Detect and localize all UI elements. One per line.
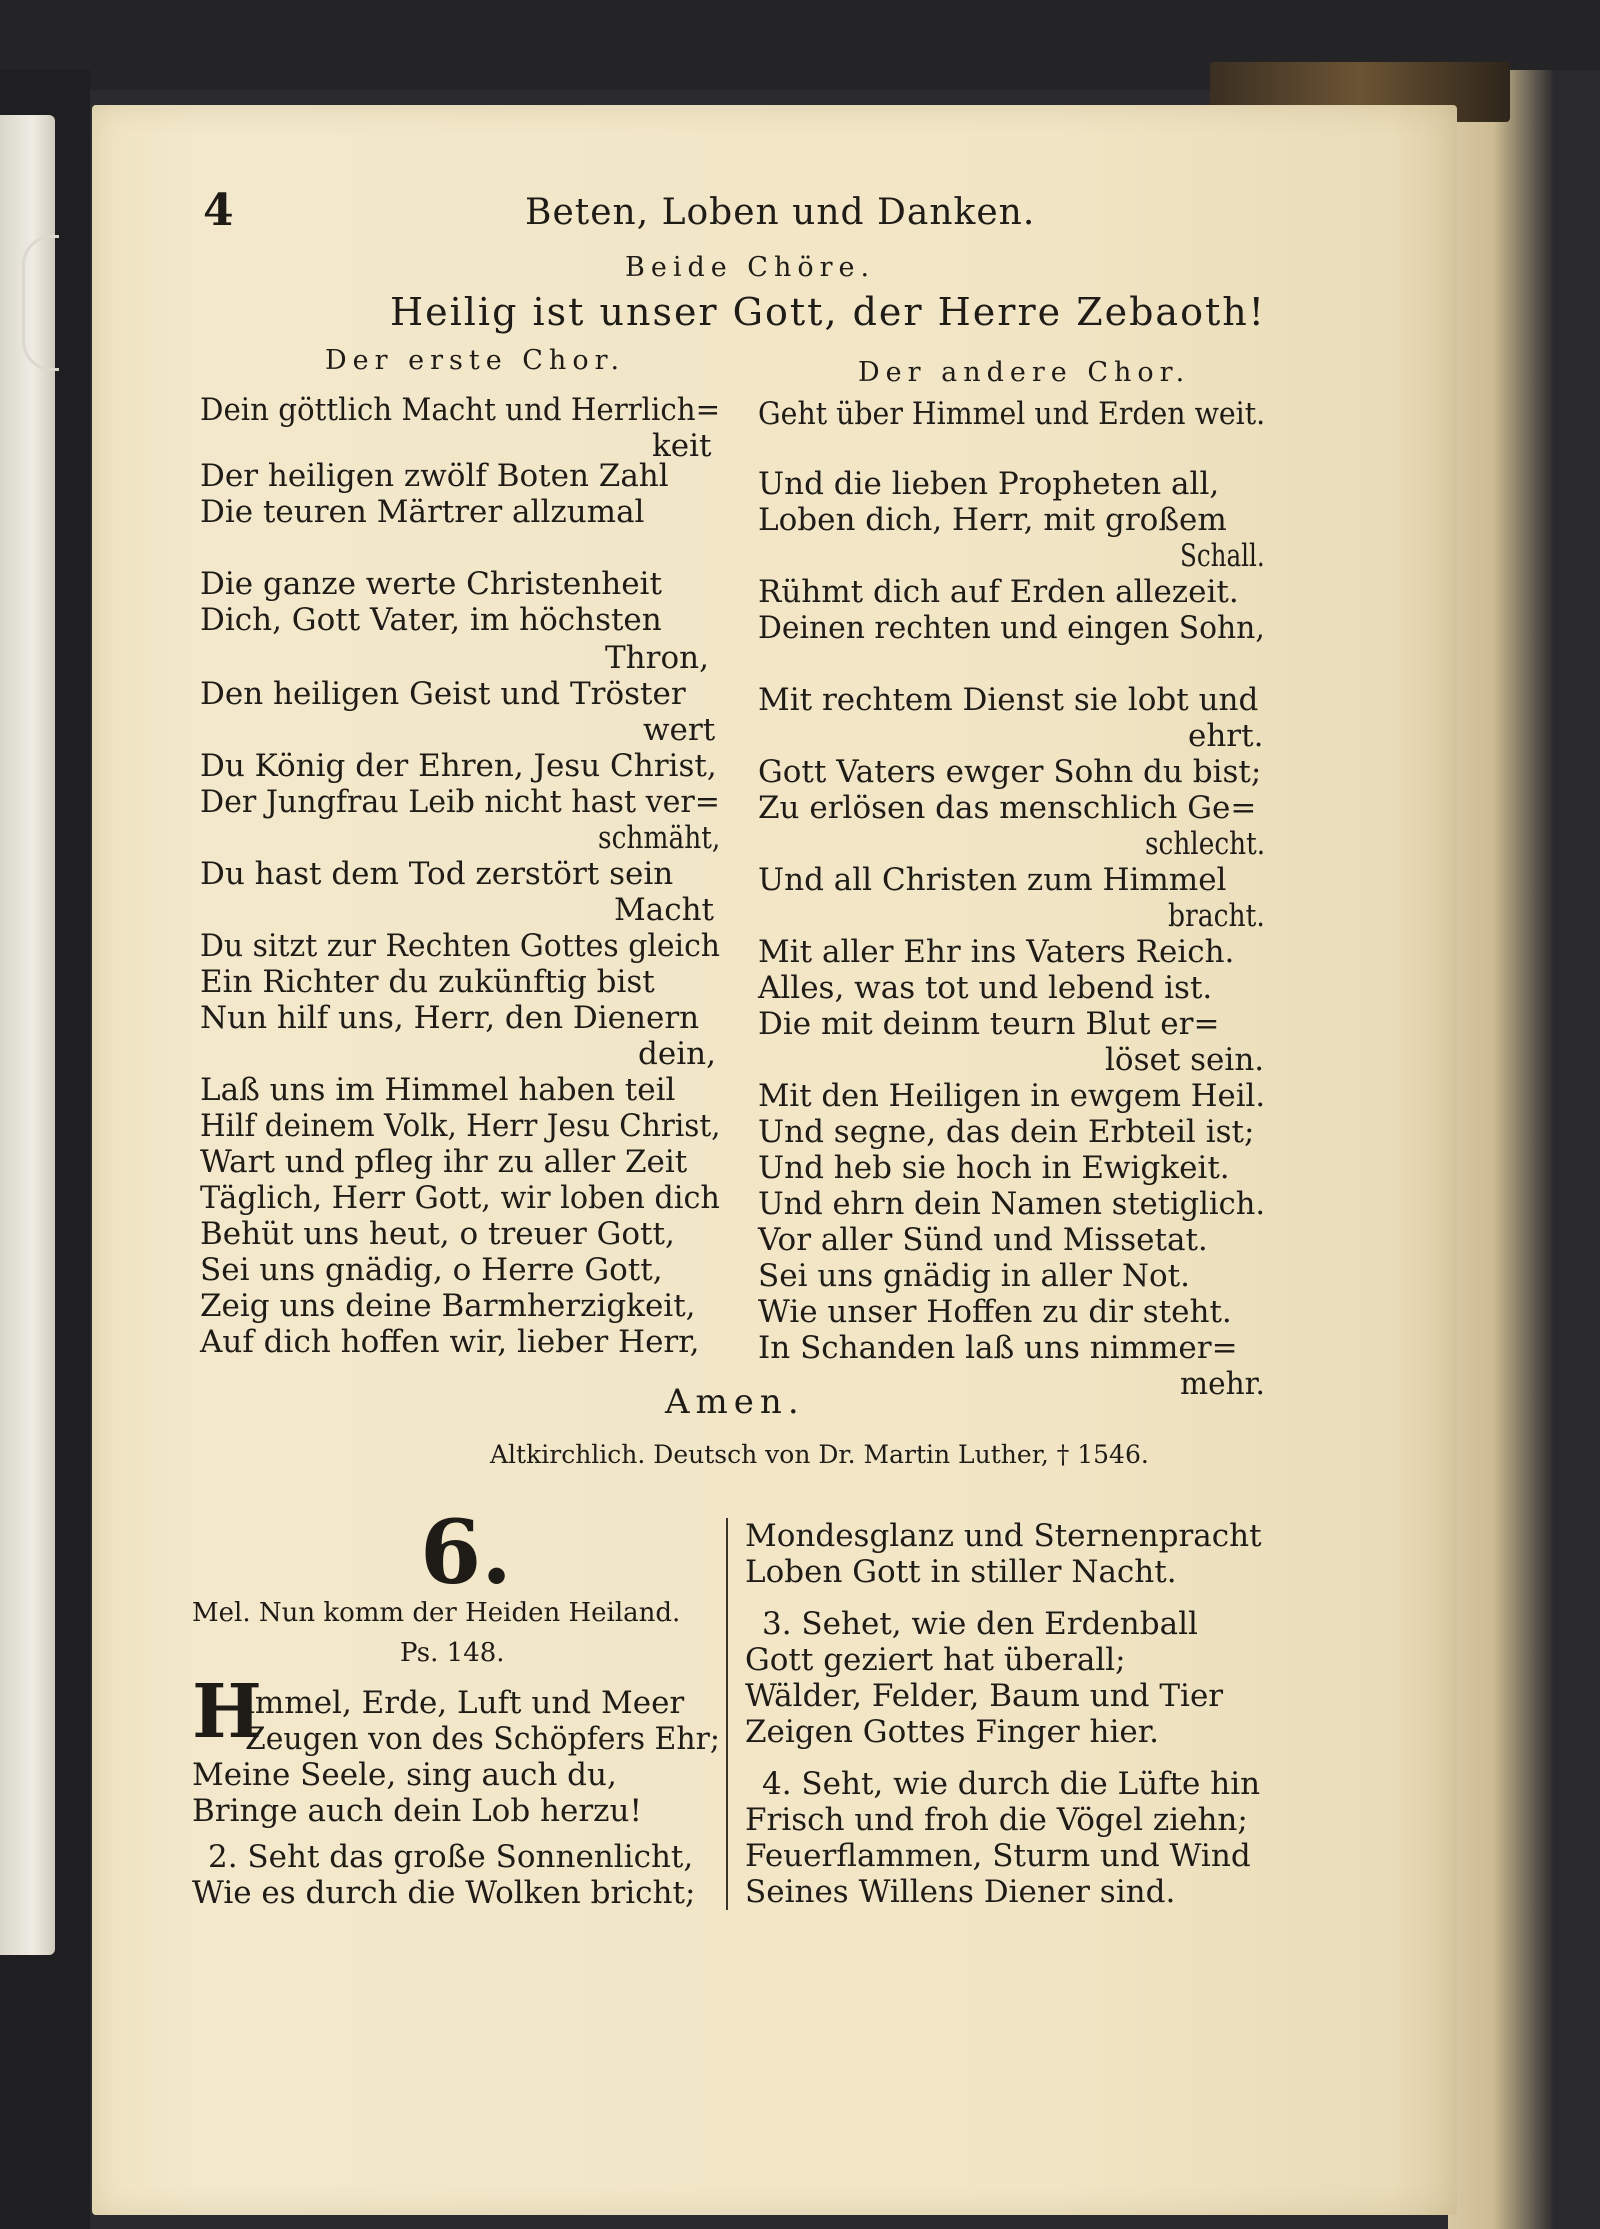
second-choir-line: Schall. <box>1180 538 1265 574</box>
second-choir-line: Geht über Himmel und Erden weit. <box>758 396 1266 432</box>
hymn6-right-line: Loben Gott in stiller Nacht. <box>745 1554 1177 1590</box>
second-choir-line: Mit rechtem Dienst sie lobt und <box>758 682 1259 718</box>
second-choir-line: In Schanden laß uns nimmer= <box>758 1330 1238 1366</box>
hymn6-right-line: 3. Sehet, wie den Erdenball <box>762 1606 1198 1642</box>
hymn6-right-line: Mondesglanz und Sternenpracht <box>745 1518 1262 1554</box>
second-choir-line: Mit aller Ehr ins Vaters Reich. <box>758 934 1235 970</box>
first-choir-line: Die ganze werte Christenheit <box>200 566 662 602</box>
first-choir-line: wert <box>643 712 716 748</box>
first-choir-line: Ein Richter du zukünftig bist <box>200 964 655 1000</box>
first-choir-line: Der Jungfrau Leib nicht hast ver= <box>200 784 720 820</box>
first-choir-line: keit <box>652 428 712 464</box>
second-choir-line: Und ehrn dein Namen stetiglich. <box>758 1186 1266 1222</box>
hymn6-right-line: Seines Willens Diener sind. <box>745 1874 1176 1910</box>
first-choir-line: Laß uns im Himmel haben teil <box>200 1072 676 1108</box>
second-choir-line: ehrt. <box>1188 718 1264 754</box>
hymn6-left-line: Bringe auch dein Lob herzu! <box>192 1793 642 1829</box>
hymn6-left-line: 2. Seht das große Sonnenlicht, <box>208 1839 694 1875</box>
hymn-number: 6. <box>420 1500 512 1604</box>
hymn6-right-line: Frisch und froh die Vögel ziehn; <box>745 1802 1248 1838</box>
attribution: Altkirchlich. Deutsch von Dr. Martin Luther, † 1546. <box>490 1440 1149 1469</box>
both-choirs-label: Beide Chöre. <box>625 252 876 283</box>
hymn6-right-line: Feuerflammen, Sturm und Wind <box>745 1838 1251 1874</box>
column-divider <box>726 1518 728 1910</box>
amen: Amen. <box>665 1382 805 1422</box>
first-choir-line: Dein göttlich Macht und Herrlich= <box>200 392 721 428</box>
first-choir-line: Die teuren Märtrer allzumal <box>200 494 645 530</box>
second-choir-line: Wie unser Hoffen zu dir steht. <box>758 1294 1232 1330</box>
holy-line: Heilig ist unser Gott, der Herre Zebaoth! <box>390 290 1266 334</box>
second-choir-line: bracht. <box>1168 898 1265 934</box>
second-choir-label: Der andere Chor. <box>858 357 1191 388</box>
second-choir-line: Und segne, das dein Erbteil ist; <box>758 1114 1255 1150</box>
hymn6-right-line: Zeigen Gottes Finger hier. <box>745 1714 1160 1750</box>
running-title: Beten, Loben und Danken. <box>525 192 1036 233</box>
ribbon-bookmark <box>0 115 55 1955</box>
second-choir-line: Alles, was tot und lebend ist. <box>758 970 1213 1006</box>
first-choir-line: schmäht, <box>598 820 721 856</box>
hymn6-left-line: Wie es durch die Wolken bricht; <box>192 1875 696 1911</box>
hymn6-right-line: 4. Seht, wie durch die Lüfte hin <box>762 1766 1261 1802</box>
second-choir-line: Loben dich, Herr, mit großem <box>758 502 1227 538</box>
second-choir-line: Die mit deinm teurn Blut er= <box>758 1006 1220 1042</box>
second-choir-line: Vor aller Sünd und Missetat. <box>758 1222 1208 1258</box>
hymn6-left-line: immel, Erde, Luft und Meer <box>245 1685 685 1721</box>
first-choir-line: Behüt uns heut, o treuer Gott, <box>200 1216 675 1252</box>
first-choir-line: Dich, Gott Vater, im höchsten <box>200 602 662 638</box>
drop-cap: H <box>192 1669 262 1755</box>
second-choir-line: Rühmt dich auf Erden allezeit. <box>758 574 1239 610</box>
first-choir-line: Macht <box>614 892 715 928</box>
second-choir-line: Mit den Heiligen in ewgem Heil. <box>758 1078 1266 1114</box>
first-choir-line: dein, <box>638 1036 716 1072</box>
psalm-reference: Ps. 148. <box>400 1638 505 1668</box>
second-choir-line: Und heb sie hoch in Ewigkeit. <box>758 1150 1230 1186</box>
first-choir-line: Auf dich hoffen wir, lieber Herr, <box>200 1324 700 1360</box>
first-choir-line: Wart und pfleg ihr zu aller Zeit <box>200 1144 688 1180</box>
first-choir-line: Thron, <box>605 640 709 676</box>
hymn6-right-line: Wälder, Felder, Baum und Tier <box>745 1678 1224 1714</box>
first-choir-line: Sei uns gnädig, o Herre Gott, <box>200 1252 663 1288</box>
first-choir-label: Der erste Chor. <box>325 345 626 376</box>
first-choir-line: Nun hilf uns, Herr, den Dienern <box>200 1000 700 1036</box>
first-choir-line: Den heiligen Geist und Tröster <box>200 676 686 712</box>
second-choir-line: löset sein. <box>1105 1042 1265 1078</box>
first-choir-line: Du König der Ehren, Jesu Christ, <box>200 748 717 784</box>
first-choir-line: Der heiligen zwölf Boten Zahl <box>200 458 669 494</box>
bookmark-thread <box>22 235 59 371</box>
hymn6-left-line: Zeugen von des Schöpfers Ehr; <box>245 1721 720 1757</box>
hymn6-right-line: Gott geziert hat überall; <box>745 1642 1126 1678</box>
page-number: 4 <box>203 185 234 236</box>
first-choir-line: Du sitzt zur Rechten Gottes gleich <box>200 928 721 964</box>
second-choir-line: Zu erlösen das menschlich Ge= <box>758 790 1257 826</box>
book-page-edge-right <box>1448 70 1600 2229</box>
second-choir-line: Und all Christen zum Himmel <box>758 862 1227 898</box>
second-choir-line: Sei uns gnädig in aller Not. <box>758 1258 1190 1294</box>
second-choir-line: schlecht. <box>1145 826 1266 862</box>
second-choir-line: mehr. <box>1180 1366 1265 1402</box>
first-choir-line: Du hast dem Tod zerstört sein <box>200 856 674 892</box>
second-choir-line: Deinen rechten und eingen Sohn, <box>758 610 1265 646</box>
hymn6-left-line: Meine Seele, sing auch du, <box>192 1757 617 1793</box>
first-choir-line: Zeig uns deine Barmherzigkeit, <box>200 1288 696 1324</box>
second-choir-line: Und die lieben Propheten all, <box>758 466 1220 502</box>
second-choir-line: Gott Vaters ewger Sohn du bist; <box>758 754 1262 790</box>
first-choir-line: Hilf deinem Volk, Herr Jesu Christ, <box>200 1108 721 1144</box>
melody-reference: Mel. Nun komm der Heiden Heiland. <box>192 1598 681 1628</box>
first-choir-line: Täglich, Herr Gott, wir loben dich <box>200 1180 720 1216</box>
